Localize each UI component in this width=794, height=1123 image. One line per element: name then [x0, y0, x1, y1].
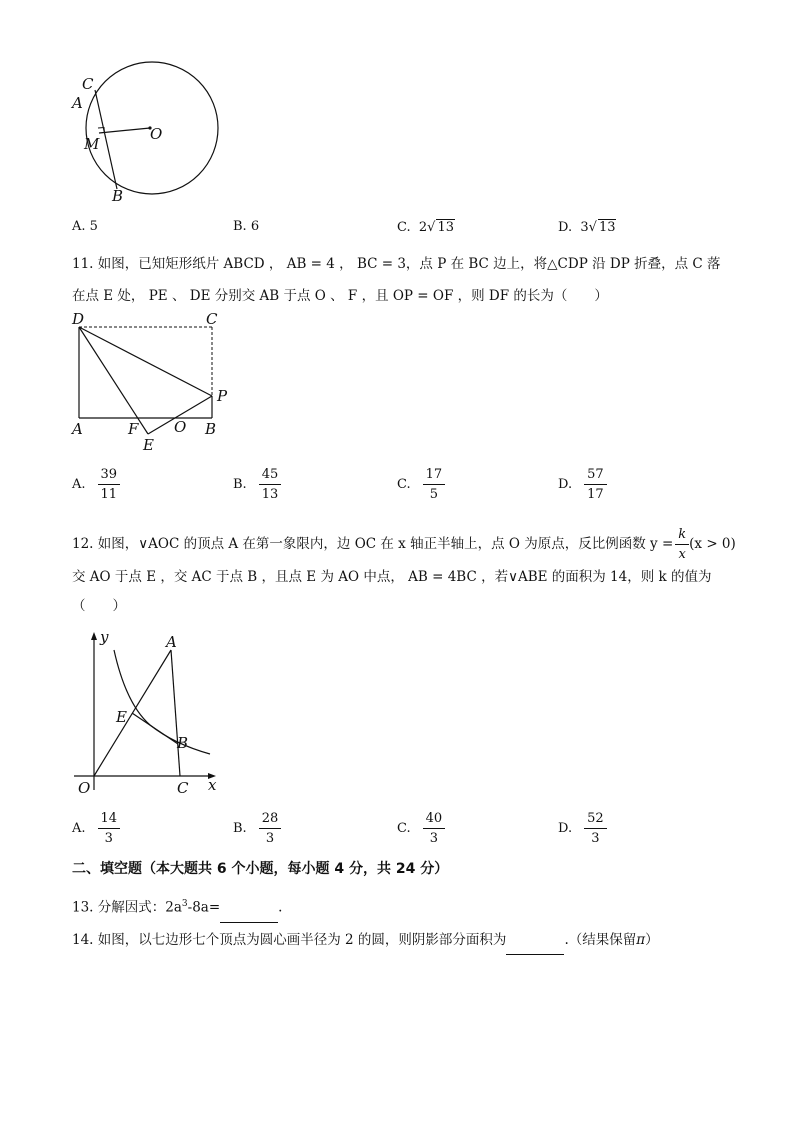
sqrt-sign: √ [588, 220, 597, 235]
label-o: O [78, 779, 91, 797]
label-b: B [177, 734, 189, 752]
q11-rectangle-figure [70, 308, 240, 458]
q11-stem-line2: 在点 E 处， PE 、 DE 分别交 AB 于点 O 、 F ，且 OP = OF ，则 DF 的长为（ ） [72, 288, 608, 304]
q14-stem: 14. 如图，以七边形七个顶点为圆心画半径为 2 的圆，则阴影部分面积为 .（结果保留π） [72, 926, 659, 955]
fold-dp [79, 327, 212, 396]
q12-stem-line1: 12. 如图，∨AOC 的顶点 A 在第一象限内，边 OC 在 x 轴正半轴上，点 O 为原点，反比例函数 y = $\frac{k}{x}$ (x > 0) [72, 527, 736, 562]
label-b: B [112, 187, 124, 205]
section-title-fill-in: 二、填空题（本大题共 6 个小题，每小题 4 分，共 24 分） [72, 861, 449, 877]
label-e: E [116, 708, 127, 726]
q12-stem-line2: 交 AO 于点 E ，交 AC 于点 B ，且点 E 为 AO 中点， AB = 4BC ，若∨ABE 的面积为 14，则 k 的值为 [72, 569, 712, 585]
q10-option-b[interactable]: B. 6 [233, 219, 260, 234]
segment-ac [171, 650, 180, 776]
label-f: F [128, 420, 139, 438]
label-o: O [174, 418, 187, 436]
label-y: y [100, 628, 109, 646]
q13-stem: 13. 分解因式：$2a^3-8a=$ . [72, 890, 282, 923]
q11-option-d[interactable]: D. $\frac{57}{17}$ [558, 467, 607, 502]
label-a: A [72, 420, 83, 438]
q14-answer-blank[interactable] [506, 926, 564, 955]
label-d: D [72, 310, 85, 328]
label-o: O [150, 125, 163, 143]
q12-option-b[interactable]: B. $\frac{28}{3}$ [233, 811, 281, 846]
q10-option-a[interactable]: A. 5 [72, 219, 98, 234]
label-a: A [166, 633, 177, 651]
q11-option-b[interactable]: B. $\frac{45}{13}$ [233, 467, 281, 502]
q10-option-c[interactable]: C. 2√ 13 [397, 220, 455, 235]
label-e: E [143, 436, 154, 454]
label-c: C [82, 75, 94, 93]
q12-stem-line3: （ ） [72, 598, 126, 614]
q10-circle-figure [70, 58, 230, 208]
q12-option-c[interactable]: C. $\frac{40}{3}$ [397, 811, 445, 846]
y-axis-arrow [91, 632, 97, 640]
q12-option-a[interactable]: A. $\frac{14}{3}$ [72, 811, 120, 846]
q13-answer-blank[interactable] [220, 894, 278, 923]
label-m: M [84, 135, 100, 153]
q12-option-d[interactable]: D. $\frac{52}{3}$ [558, 811, 607, 846]
label-b: B [205, 420, 217, 438]
q12-graph-figure [70, 630, 230, 798]
label-a: A [72, 94, 83, 112]
label-x: x [208, 776, 217, 794]
sqrt-sign: √ [427, 220, 436, 235]
label-c: C [206, 310, 218, 328]
segment-mo [99, 128, 150, 133]
q11-stem-line1: 11. 如图，已知矩形纸片 ABCD ， AB = 4 ， BC = 3，点 P 在 BC 边上，将△CDP 沿 DP 折叠，点 C 落 [72, 256, 721, 272]
q10-option-d[interactable]: D. 3√ 13 [558, 220, 616, 235]
q11-option-a[interactable]: A. $\frac{39}{11}$ [72, 467, 120, 502]
q11-option-c[interactable]: C. $\frac{17}{5}$ [397, 467, 445, 502]
label-c: C [177, 779, 189, 797]
label-p: P [217, 387, 228, 405]
